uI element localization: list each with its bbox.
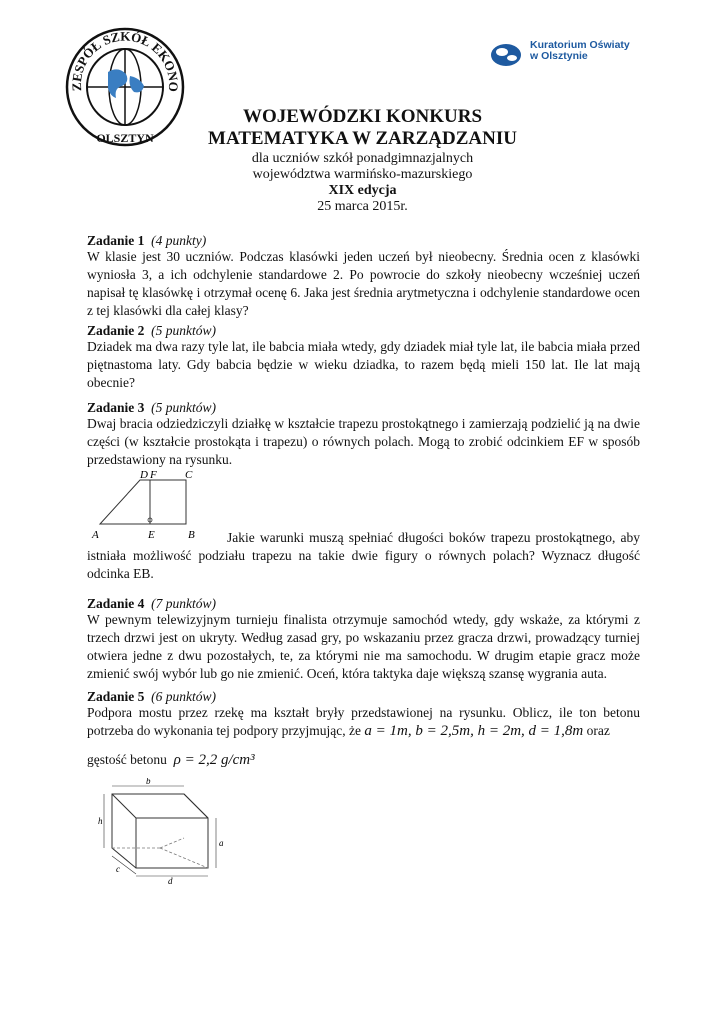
globe-icon bbox=[490, 40, 528, 70]
task-1-points: (4 punkty) bbox=[151, 233, 207, 248]
label-F: F bbox=[150, 469, 157, 481]
task-5-body: Podpora mostu przez rzekę ma kształt bryły przedstawionej na rysunku. Oblicz, ile ton betonu potrzeba do wykonania tej podpory przyjmując, że bbox=[87, 705, 640, 738]
task-2-points: (5 punktów) bbox=[151, 323, 217, 338]
task-5-conj: oraz bbox=[586, 723, 610, 738]
density-formula: ρ = 2,2 g/cm³ bbox=[173, 752, 255, 768]
task-4-heading bbox=[87, 596, 216, 612]
logo-city-text: OLSZTYN bbox=[96, 131, 154, 145]
label-d: d bbox=[168, 876, 173, 884]
label-C: C bbox=[185, 469, 193, 481]
task-4-name: Zadanie 4 bbox=[87, 596, 145, 611]
label-E: E bbox=[148, 529, 155, 541]
label-b: b bbox=[146, 778, 151, 786]
task-1-name: Zadanie 1 bbox=[87, 233, 145, 248]
task-3-name: Zadanie 3 bbox=[87, 400, 145, 415]
task-5-points: (6 punktów) bbox=[151, 689, 217, 704]
label-c: c bbox=[116, 864, 120, 874]
task-3-heading bbox=[87, 400, 216, 416]
logo-ring-text: ZESPÓŁ SZKÓŁ EKONO bbox=[68, 28, 182, 93]
task-2-name: Zadanie 2 bbox=[87, 323, 145, 338]
task-2-text: Dziadek ma dwa razy tyle lat, ile babcia miała wtedy, gdy dziadek miał tyle lat, ile babcia miała przed piętnastoma laty. Gdy babcia będzie w wieku dziadka, to razem będą mieli 150 lat. Ile lat mają obecnie? bbox=[87, 339, 640, 390]
contest-title: WOJEWÓDZKI KONKURS bbox=[242, 106, 483, 127]
label-h: h bbox=[98, 816, 103, 826]
task-5-name: Zadanie 5 bbox=[87, 689, 145, 704]
kuratorium-logo bbox=[490, 40, 640, 74]
task-5-text bbox=[87, 704, 640, 740]
task-3-text: Dwaj bracia odziedziczyli działkę w kształcie trapezu prostokątnego i zamierzają podzielić ją na dwie części (w kształcie prostokąta i trapezu) o równych polach. Mogą to zrobić odcinkiem EF w sposób przedstawiony na rysunku. bbox=[87, 416, 640, 467]
task-4-points: (7 punktów) bbox=[151, 596, 217, 611]
region: województwa warmińsko-mazurskiego bbox=[252, 167, 473, 182]
label-A: A bbox=[92, 529, 99, 541]
task-4-text: W pewnym telewizyjnym turnieju finalista otrzymuje samochód wtedy, gdy wskaże, za którymi z trzech drzwi jest on ukryty. Według zasad gry, po wskazaniu przez gracza drzwi, prowadzący turniej otwiera jedne z dwu pozostałych, te, za którymi nie ma samochodu. W drugim etapie gracz może zmienić swój wybór lub go nie zmienić. Oceń, która taktyka daje większą szansę wygrania auta. bbox=[87, 612, 640, 681]
task-1-text: W klasie jest 30 uczniów. Podczas klasówki jeden uczeń był nieobecny. Średnia ocen z klasówki wyniosła 3, a ich odchylenie standardowe 2. Po powrocie do szkoły nieobecny wcześniej uczeń napisał tę klasówkę i otrzymał ocenę 6. Jaka jest średnia arytmetyczna i odchylenie standardowe ocen z tej klasówki dla całej klasy? bbox=[87, 249, 640, 318]
density-label: gęstość betonu bbox=[87, 752, 167, 767]
task-3-question: Jakie warunki muszą spełniać długości boków trapezu prostokątnego, aby istniała możliwość podziału trapezu na takie dwie figury o równych polach? Wyznacz długość odcinka EB. bbox=[87, 530, 640, 581]
contest-date: 25 marca 2015r. bbox=[317, 199, 408, 214]
bridge-pier-figure bbox=[98, 778, 238, 884]
task-5-heading bbox=[87, 689, 216, 705]
task-2-heading bbox=[87, 323, 216, 339]
contest-subject: MATEMATYKA W ZARZĄDZANIU bbox=[208, 128, 517, 149]
label-B: B bbox=[188, 529, 195, 541]
task-1-heading bbox=[87, 233, 206, 249]
density-line bbox=[87, 752, 255, 769]
kuratorium-name: Kuratorium Oświaty bbox=[530, 39, 630, 51]
kuratorium-city: w Olsztynie bbox=[530, 50, 588, 62]
label-D: D bbox=[140, 469, 148, 481]
target-audience: dla uczniów szkół ponadgimnazjalnych bbox=[251, 151, 474, 166]
task-5-given: a = 1m, b = 2,5m, h = 2m, d = 1,8m bbox=[364, 723, 584, 739]
label-a: a bbox=[219, 838, 224, 848]
edition: XIX edycja bbox=[328, 183, 397, 198]
task-3-points: (5 punktów) bbox=[151, 400, 217, 415]
